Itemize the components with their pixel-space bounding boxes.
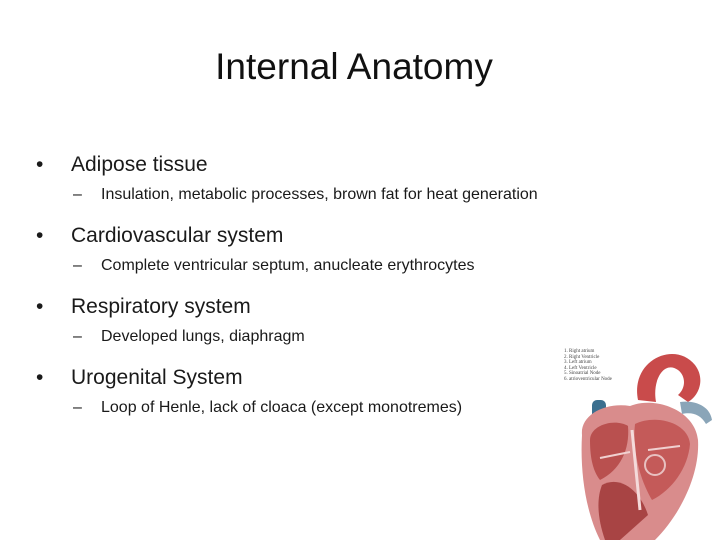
sub-bullet-text: Complete ventricular septum, anucleate erythrocytes — [101, 257, 475, 274]
dash-icon: – — [73, 328, 82, 345]
bullet-group — [36, 150, 636, 210]
bullet-icon: • — [36, 366, 44, 389]
sub-bullet-item — [36, 255, 636, 277]
aorta-shape — [637, 354, 700, 402]
legend-item: 5. Sinoatrial Node — [564, 371, 601, 376]
bullet-group — [36, 363, 636, 423]
bullet-list — [36, 150, 636, 434]
sub-bullet-item — [36, 397, 636, 419]
bullet-group — [36, 292, 636, 352]
bullet-text: Cardiovascular system — [71, 224, 284, 247]
heart-diagram — [560, 340, 720, 540]
bullet-item — [36, 221, 636, 251]
bullet-text: Adipose tissue — [71, 153, 208, 176]
legend-item: 3. Left atrium — [564, 360, 592, 365]
sub-bullet-text: Developed lungs, diaphragm — [101, 328, 305, 345]
bullet-icon: • — [36, 224, 44, 247]
legend-item: 4. Left Ventricle — [564, 365, 597, 371]
legend-item: 1. Right atrium — [564, 349, 595, 354]
bullet-item — [36, 363, 636, 393]
bullet-item — [36, 292, 636, 322]
dash-icon: – — [73, 257, 82, 274]
bullet-text: Respiratory system — [71, 295, 251, 318]
legend-item: 2. Right Ventricle — [564, 354, 600, 360]
legend-item: 6. atrioventricular Node — [564, 376, 612, 382]
sub-bullet-text: Loop of Henle, lack of cloaca (except monotremes) — [101, 399, 463, 416]
bullet-text: Urogenital System — [71, 366, 243, 389]
sub-bullet-item — [36, 184, 636, 206]
dash-icon: – — [73, 399, 82, 416]
slide-title: Internal Anatomy — [215, 46, 493, 87]
dash-icon: – — [73, 186, 82, 203]
bullet-icon: • — [36, 153, 44, 176]
sub-bullet-item — [36, 326, 636, 348]
sub-bullet-text: Insulation, metabolic processes, brown fat for heat generation — [101, 186, 538, 203]
bullet-group — [36, 221, 636, 281]
bullet-icon: • — [36, 295, 44, 318]
bullet-item — [36, 150, 636, 180]
